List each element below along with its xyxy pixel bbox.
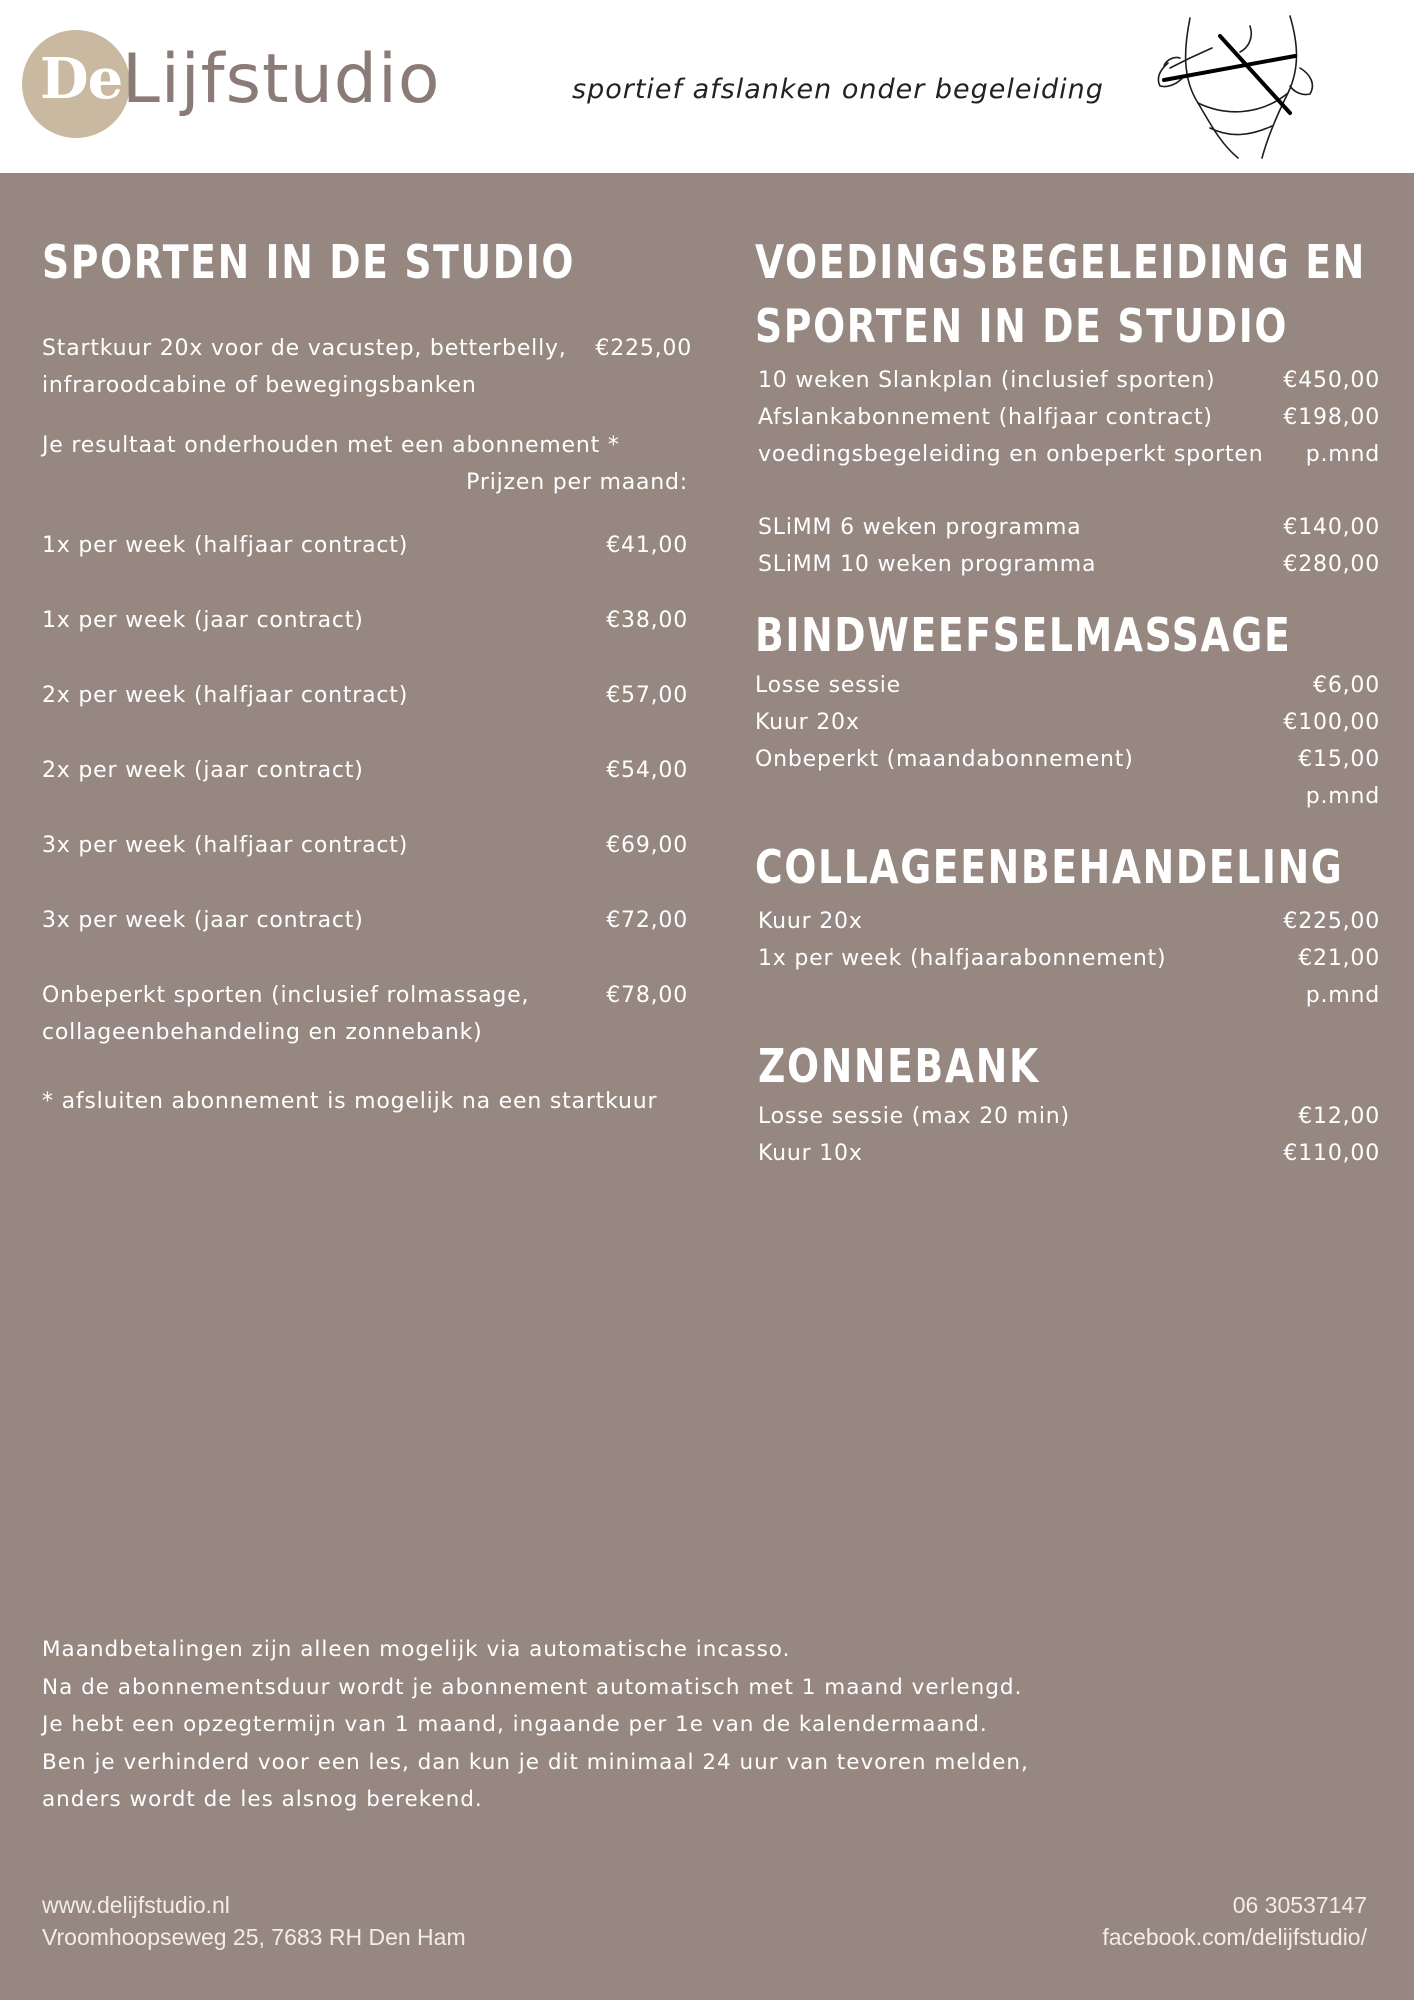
- note-line: Na de abonnementsduur wordt je abonnement automatisch met 1 maand verlengd.: [42, 1674, 1023, 1700]
- section-right-column: [755, 230, 1380, 1172]
- voeding-price-list: [755, 362, 1380, 583]
- logo-de-text: De: [40, 46, 123, 112]
- website-link[interactable]: www.delijfstudio.nl: [42, 1892, 230, 1918]
- item-price: €140,00: [1283, 515, 1380, 540]
- startkuur-row: [42, 330, 692, 404]
- item-price: €100,00: [1283, 710, 1380, 735]
- list-item: [758, 362, 1380, 399]
- item-price: €21,00: [1298, 946, 1380, 971]
- item-label: 2x per week (jaar contract): [42, 758, 364, 783]
- header: [0, 0, 1414, 173]
- item-label: 1x per week (jaar contract): [42, 608, 364, 633]
- abonnement-intro: Je resultaat onderhouden met een abonnement *: [42, 433, 620, 458]
- list-item: [758, 546, 1380, 583]
- list-item: [758, 1098, 1380, 1135]
- footnote: * afsluiten abonnement is mogelijk na een startkuur: [42, 1089, 658, 1114]
- collageen-price-list: [755, 903, 1380, 1014]
- item-price: €54,00: [606, 758, 688, 783]
- bindweefsel-price-list: [755, 667, 1380, 815]
- list-item: [42, 977, 692, 1051]
- section-title-bindweefsel: BINDWEEFSELMASSAGE: [755, 608, 1292, 662]
- section-title-zonnebank: ZONNEBANK: [758, 1039, 1040, 1093]
- footer-left: [42, 1889, 466, 1953]
- item-price: €78,00: [606, 983, 688, 1008]
- item-price: €280,00: [1283, 552, 1380, 577]
- item-price: €110,00: [1283, 1141, 1380, 1166]
- item-label: Kuur 10x: [758, 1141, 863, 1166]
- list-item: [758, 1135, 1380, 1172]
- tagline: sportief afslanken onder begeleiding: [572, 74, 1104, 105]
- logo[interactable]: [22, 28, 482, 138]
- item-label: 3x per week (jaar contract): [42, 908, 364, 933]
- section-title-sporten: SPORTEN IN DE STUDIO: [42, 235, 576, 289]
- item-price: p.mnd: [1305, 442, 1380, 467]
- list-item: [758, 940, 1380, 977]
- payment-notes: [42, 1631, 1142, 1819]
- footer-right: [1102, 1889, 1367, 1953]
- note-line: Maandbetalingen zijn alleen mogelijk via automatische incasso.: [42, 1637, 791, 1662]
- item-price: €38,00: [606, 608, 688, 633]
- list-item: [755, 741, 1380, 778]
- phone-number[interactable]: 06 30537147: [1232, 1892, 1367, 1918]
- item-label: SLiMM 6 weken programma: [758, 515, 1082, 540]
- item-label: Losse sessie: [755, 673, 901, 698]
- prices-per-month-label: Prijzen per maand:: [466, 470, 688, 495]
- item-price: €225,00: [1283, 909, 1380, 934]
- item-price: €72,00: [606, 908, 688, 933]
- section-title-voeding-line2: SPORTEN IN DE STUDIO: [755, 299, 1289, 353]
- list-item: [755, 667, 1380, 704]
- item-price: €6,00: [1313, 673, 1380, 698]
- item-label: SLiMM 10 weken programma: [758, 552, 1097, 577]
- section-voeding: [755, 230, 1380, 583]
- item-price: €57,00: [606, 683, 688, 708]
- section-sporten: [42, 230, 692, 1120]
- list-item: [42, 827, 692, 864]
- item-label: 10 weken Slankplan (inclusief sporten): [758, 368, 1216, 393]
- list-item: [42, 527, 692, 564]
- per-month-suffix: p.mnd: [1305, 983, 1380, 1008]
- section-zonnebank: [755, 1034, 1380, 1172]
- section-bindweefsel: [755, 603, 1380, 815]
- logo-brand-text: Lijfstudio: [122, 40, 441, 119]
- item-label: 3x per week (halfjaar contract): [42, 833, 409, 858]
- list-item: [758, 399, 1380, 436]
- item-label: Afslankabonnement (halfjaar contract): [758, 405, 1213, 430]
- list-item: [42, 752, 692, 789]
- note-line: Ben je verhinderd voor een les, dan kun je dit minimaal 24 uur van tevoren melden,: [42, 1749, 1029, 1775]
- item-label: Losse sessie (max 20 min): [758, 1104, 1070, 1129]
- item-price: €15,00: [1298, 747, 1380, 772]
- list-item: [758, 436, 1380, 473]
- list-item: [755, 704, 1380, 741]
- list-item: [758, 903, 1380, 940]
- item-price: €12,00: [1298, 1104, 1380, 1129]
- note-line: anders wordt de les alsnog berekend.: [42, 1787, 483, 1812]
- list-item: [42, 677, 692, 714]
- facebook-link[interactable]: facebook.com/delijfstudio/: [1102, 1924, 1367, 1950]
- per-month-suffix: p.mnd: [1305, 784, 1380, 809]
- item-label: Onbeperkt (maandabonnement): [755, 747, 1134, 772]
- item-label: Kuur 20x: [755, 710, 860, 735]
- startkuur-price: €225,00: [595, 336, 692, 361]
- item-label: Onbeperkt sporten (inclusief rolmassage, collageenbehandeling en zonnebank): [42, 983, 530, 1045]
- section-title-voeding-line1: VOEDINGSBEGELEIDING EN: [755, 235, 1366, 289]
- zonnebank-price-list: [758, 1098, 1380, 1172]
- startkuur-label: Startkuur 20x voor de vacustep, betterbelly, infraroodcabine of bewegingsbanken: [42, 336, 567, 398]
- item-label: 2x per week (halfjaar contract): [42, 683, 409, 708]
- list-item: [42, 602, 692, 639]
- list-item: [42, 902, 692, 939]
- item-price: €69,00: [606, 833, 688, 858]
- address: Vroomhoopseweg 25, 7683 RH Den Ham: [42, 1924, 466, 1950]
- item-price: €41,00: [606, 533, 688, 558]
- item-price: €198,00: [1283, 405, 1380, 430]
- waist-measuring-tape-illustration: [1150, 8, 1330, 168]
- sporten-price-list: [42, 527, 692, 1051]
- section-title-collageen: COLLAGEENBEHANDELING: [755, 840, 1344, 894]
- section-collageen: [755, 835, 1380, 1014]
- item-label: 1x per week (halfjaarabonnement): [758, 946, 1167, 971]
- item-label: 1x per week (halfjaar contract): [42, 533, 409, 558]
- list-item: [758, 509, 1380, 546]
- note-line: Je hebt een opzegtermijn van 1 maand, ingaande per 1e van de kalendermaand.: [42, 1712, 988, 1737]
- item-label: Kuur 20x: [758, 909, 863, 934]
- item-label: voedingsbegeleiding en onbeperkt sporten: [758, 442, 1264, 467]
- item-price: €450,00: [1283, 368, 1380, 393]
